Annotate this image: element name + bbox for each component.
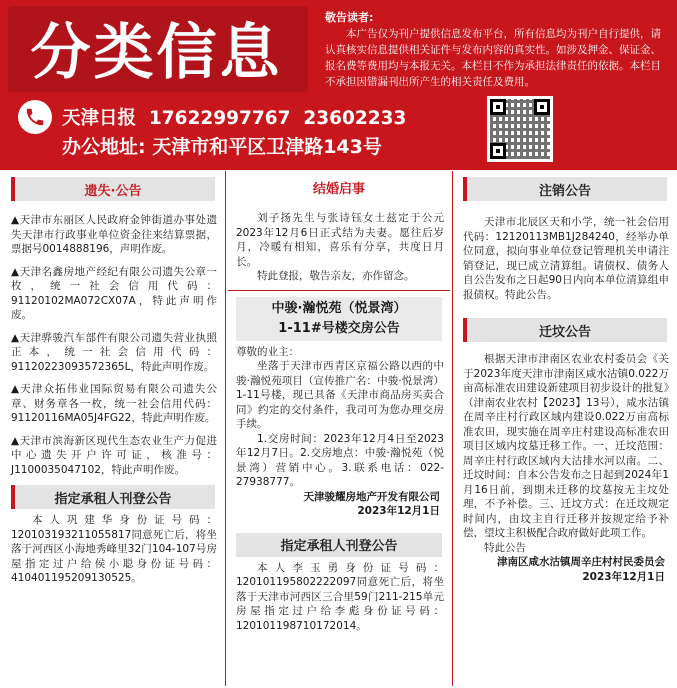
tenant-notice-title: 指定承租人刊登公告 — [11, 485, 215, 509]
lost-notice-item: ▲天津名鑫房地产经纪有限公司遗失公章一枚，统一社会信用代码：91120102MA072CX07A，特此声明作废。 — [11, 265, 217, 321]
masthead-title: 分类信息 — [30, 18, 283, 88]
lost-notice-item: ▲天津市滨海新区现代生态农业生产力促进中心遗失开户许可证，核准号：J1100035047102，特此声明作废。 — [11, 434, 217, 476]
column-wedding-handover — [228, 171, 450, 686]
handover-signature: 天津骏耀房地产开发有限公司 — [303, 490, 440, 503]
column-divider — [452, 171, 453, 686]
phone-icon — [18, 100, 52, 134]
wedding-notice-title: 结婚启事 — [312, 181, 365, 197]
lost-notice-title: 遗失·公告 — [11, 177, 215, 201]
grave-notice-title: 迁坟公告 — [463, 318, 667, 342]
handover-greeting: 尊敬的业主： — [236, 345, 299, 358]
header-banner — [0, 0, 677, 170]
contact-phones: 天津日报 17622997767 23602233 — [62, 108, 407, 129]
handover-title-line: 中骏·瀚悦苑（悦景湾） — [271, 300, 407, 316]
lost-notice-item: ▲天津市东丽区人民政府金钟街道办事处遗失天津市行政事业单位资金往来结算票据，票据号0014888196，声明作废。 — [11, 214, 217, 255]
column-divider — [225, 171, 226, 686]
handover-date: 2023年12月1日 — [357, 505, 440, 517]
grave-signature: 津南区咸水沽镇周辛庄村村民委员会 — [497, 556, 665, 568]
wedding-notice-note: 特此登报，敬告亲友，亦作留念。 — [257, 270, 415, 282]
tenant-notice-title: 指定承租人刊登公告 — [236, 533, 442, 557]
qr-code-icon — [487, 96, 553, 162]
handover-details: 1.交房时间：2023年12月4日至2023年12月7日。2.交房地点：中骏·瀚悦苑（悦景湾）营销中心。3.联系电话：022-27938777。 — [236, 432, 444, 488]
office-address: 办公地址: 天津市和平区卫津路143号 — [62, 136, 382, 158]
reader-notice — [325, 10, 670, 90]
cancel-notice-title: 注销公告 — [463, 177, 667, 201]
handover-body: 坐落于天津市西青区京福公路以西的中骏·瀚悦苑项目（宣传推广名：中骏·悦景湾）1-11号楼，现已具备《天津市商品房买卖合同》约定的交付条件，我司可为您办理交房手续。 — [236, 360, 444, 430]
column-lost-notices — [3, 171, 223, 686]
notice-body: 本广告仅为刊户提供信息发布平台，所有信息均为刊户自行提供，请认真核实信息提供相关证件与发布内容的真实性。如涉及押金、保证金、报名费等费用均与本报无关。本栏目不作为承担法律责任的依据。本栏目不承担因错漏刊出所产生的相关责任及费用。 — [325, 28, 661, 88]
qr-finder-icon — [534, 99, 550, 115]
wedding-notice-body: 刘子扬先生与张诗钰女士兹定于公元2023年12月6日正式结为夫妻。愿往后岁月，冷暖有相知，喜乐有分享，共度日月长。 — [236, 212, 444, 268]
cancel-notice-body: 天津市北辰区天和小学，统一社会信用代码：12120113MB1J284240，经举办单位同意，拟向事业单位登记管理机关申请注销登记，现已成立清算组。请债权、债务人自公告发布之日起90日内向本单位清算组申报债权。特此公告。 — [463, 216, 669, 301]
section-divider — [228, 290, 450, 291]
tenant-notice-body: 本人巩建华身份证号码：120103193211055817同意死亡后，将坐落于河西区小海地秀峰里32门104-107号房屋指定过户给侯小聪身份证号码：410401195209130525。 — [11, 514, 217, 584]
column-cancel-grave — [455, 171, 675, 686]
handover-notice-title — [236, 297, 442, 341]
lost-notice-item: ▲天津骅骏汽车部件有限公司遗失营业执照正本，统一社会信用代码：91120223093572365L，特此声明作废。 — [11, 331, 217, 373]
handover-title-line: 1-11#号楼交房公告 — [278, 320, 400, 336]
grave-notice-body: 根据天津市津南区农业农村委员会《关于2023年度天津市津南区咸水沽镇0.022万亩高标准农田建设新建项目初步设计的批复》（津南农业农村【2023】13号），咸水沽镇在周辛庄村行政区域内建设0.022万亩高标准农田，现实施在周辛庄村建设高标准农田项目区域内坟墓迁移工作。一、迁坟范围：周辛庄村行政区域内大沽排水河以南。二、迁坟时间：自本公告发布之日起到2024年1月16日前，到期未迁移的坟墓按无主坟处理，不予补偿。三、迁坟方式：在迁坟规定时间内，由坟主自行迁移并按规定给予补偿，望坟主积极配合政府做好此项工作。 — [463, 353, 669, 539]
lost-notice-item: ▲天津众拓伟业国际贸易有限公司遗失公章、财务章各一枚，统一社会信用代码：91120116MA05J4FG22，特此声明作废。 — [11, 383, 217, 424]
qr-finder-icon — [490, 99, 506, 115]
contact-row — [18, 100, 406, 134]
grave-notice-note: 特此公告 — [484, 541, 526, 554]
tenant-notice-body: 本人李玉勇身份证号码：120101195802222097同意死亡后，将坐落于天津市河西区三合里59门211-215单元房屋指定过户给李彪身份证号码：120101198710172014。 — [236, 561, 444, 632]
qr-finder-icon — [490, 143, 506, 159]
notice-title: 敬告读者: — [325, 11, 374, 24]
grave-date: 2023年12月1日 — [582, 570, 665, 583]
